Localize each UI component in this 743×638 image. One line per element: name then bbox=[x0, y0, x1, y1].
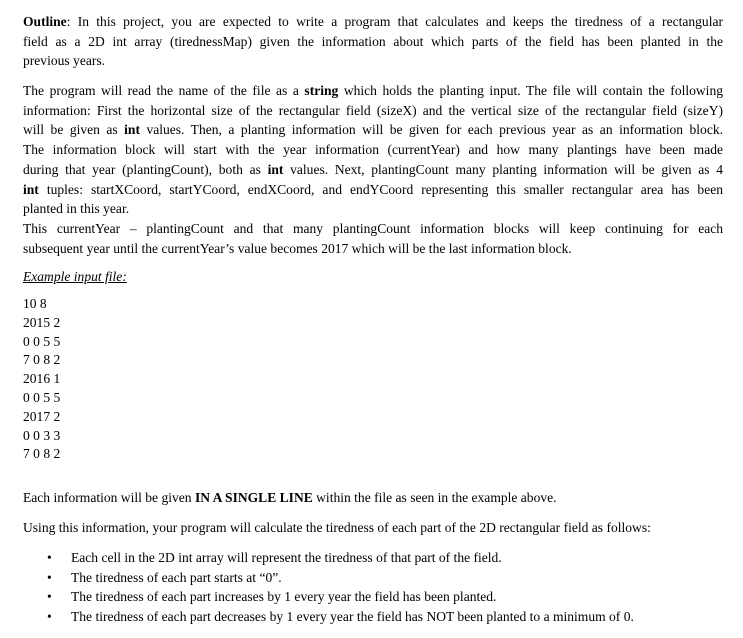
example-section bbox=[23, 267, 723, 287]
example-line: 7 0 8 2 bbox=[23, 352, 61, 368]
outline-line-2: field as a 2D int array (tirednessMap) given the information about which parts of the field has been planted in the bbox=[23, 33, 723, 49]
example-line: 2015 2 bbox=[23, 314, 61, 330]
outline-label: Outline bbox=[23, 14, 67, 29]
example-line: 0 0 3 3 bbox=[23, 427, 61, 443]
continuing-line-1: This currentYear – plantingCount and that many plantingCount information blocks will keep continuing for each bbox=[23, 221, 723, 236]
rules-list bbox=[23, 548, 723, 627]
using-paragraph bbox=[23, 518, 723, 538]
example-heading: Example input file: bbox=[23, 269, 127, 284]
list-item: • The tiredness of each part starts at “0”. bbox=[23, 568, 723, 588]
example-line: 0 0 5 5 bbox=[23, 333, 61, 349]
bullet-icon: • bbox=[47, 609, 52, 625]
outline-line-3: previous years. bbox=[23, 53, 106, 69]
int-keyword: int bbox=[267, 161, 284, 177]
int-keyword: int bbox=[23, 181, 39, 197]
bullet-icon: • bbox=[47, 550, 52, 565]
example-input-lines bbox=[23, 295, 723, 464]
list-item: • The tiredness of each part increases by 1 every year the field has been planted. bbox=[23, 587, 723, 607]
outline-line-1: In this project, you are expected to write a program that calculates and keeps the tiredness of a rectangular bbox=[77, 14, 723, 29]
single-line-emphasis: IN A SINGLE LINE bbox=[194, 490, 313, 505]
example-line: 2017 2 bbox=[23, 408, 61, 424]
program-line-2: information: First the horizontal size of the rectangular field (sizeX) and the vertical size of the rectangular field (sizeY) bbox=[23, 102, 723, 118]
int-keyword: int bbox=[124, 122, 140, 138]
program-line-4: The information block will start with the year information (currentYear) and how many plantings have been made bbox=[23, 142, 723, 158]
program-line-7: planted in this year. bbox=[23, 201, 130, 217]
continuing-paragraph bbox=[23, 219, 723, 258]
continuing-line-2: subsequent year until the currentYear’s value becomes 2017 which will be the last information block. bbox=[23, 240, 572, 256]
outline-paragraph: Outline: In this project, you are expected to write a program that calculates and keeps the tiredness of a rectangular field as a 2D int array (tirednessMap) given the information about which parts of the field has been planted in the previous years. bbox=[23, 12, 723, 71]
bullet-icon: • bbox=[47, 569, 52, 585]
example-line: 0 0 5 5 bbox=[23, 389, 61, 405]
program-paragraph: The program will read the name of the file as a string which holds the planting input. The file will contain the following information: First the horizontal size of the rectangular field (sizeX) and the vertical size of the rectangular field (sizeY) will be given as int values. Then, a planting information will be given for each previous year as an information block. The information block will start with the year information (currentYear) and how many plantings have been made during that year (plantingCount), both as int values. Next, plantingCount many planting information will be given as 4 int tuples: startXCoord, startYCoord, endXCoord, and endYCoord representing this smaller rectangular area has been planted in this year. bbox=[23, 81, 723, 219]
list-item: • Each cell in the 2D int array will represent the tiredness of that part of the field. bbox=[23, 548, 723, 568]
example-line: 7 0 8 2 bbox=[23, 446, 61, 462]
example-line: 10 8 bbox=[23, 296, 47, 311]
example-line: 2016 1 bbox=[23, 371, 61, 387]
single-line-paragraph: Each information will be given IN A SINGLE LINE within the file as seen in the example above. bbox=[23, 490, 557, 505]
bullet-icon: • bbox=[47, 589, 52, 605]
using-text: Using this information, your program will calculate the tiredness of each part of the 2D rectangular field as follows: bbox=[23, 520, 651, 535]
list-item: • The tiredness of each part decreases by 1 every year the field has NOT been planted to a minimum of 0. bbox=[23, 607, 723, 627]
string-keyword: string bbox=[304, 83, 339, 98]
